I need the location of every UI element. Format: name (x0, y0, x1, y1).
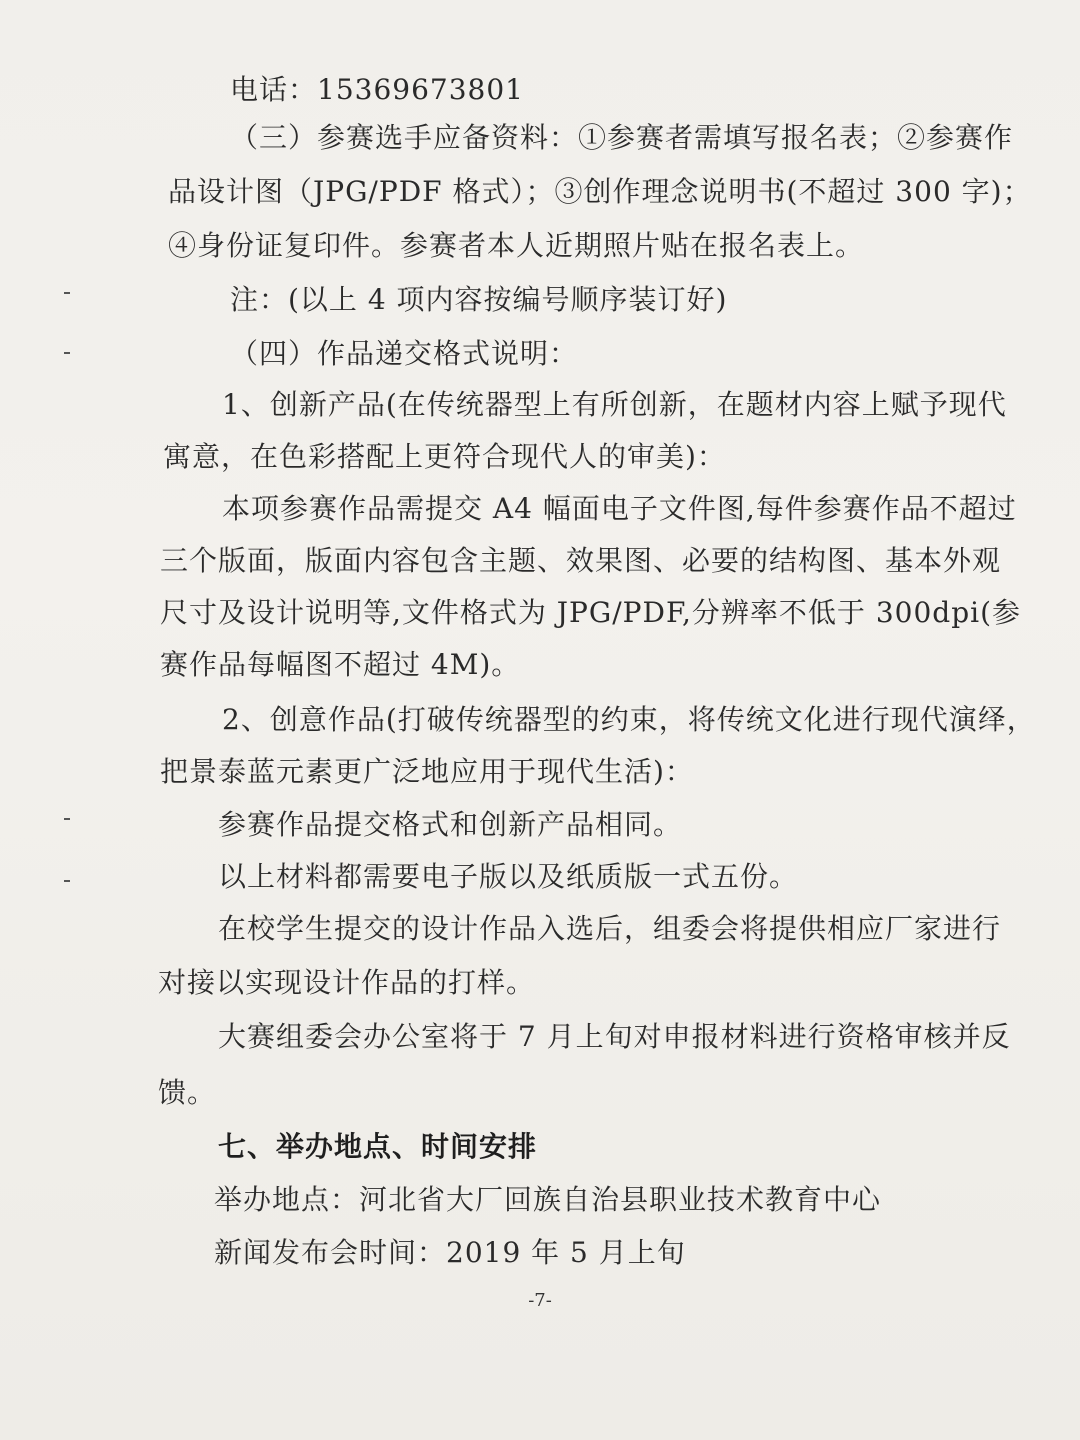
item-1-paragraph: 赛作品每幅图不超过 4M)。 (160, 648, 521, 681)
section-3-line: 品设计图（JPG/PDF 格式）；③创作理念说明书(不超过 300 字)； (168, 175, 1032, 208)
phone-line: 电话：15369673801 (230, 73, 524, 106)
item-2-paragraph: 参赛作品提交格式和创新产品相同。 (218, 808, 683, 841)
section-4-title: （四）作品递交格式说明： (230, 337, 579, 370)
item-1-heading: 1、创新产品(在传统器型上有所创新，在题材内容上赋予现代 (222, 388, 1007, 421)
materials-line: 以上材料都需要电子版以及纸质版一式五份。 (218, 860, 799, 893)
item-2-heading-cont: 把景泰蓝元素更广泛地应用于现代生活)： (160, 755, 694, 788)
press-conference-line: 新闻发布会时间：2019 年 5 月上旬 (214, 1236, 686, 1269)
venue-line: 举办地点：河北省大厂回族自治县职业技术教育中心 (214, 1183, 882, 1216)
margin-mark (64, 880, 70, 882)
section-7-title: 七、举办地点、时间安排 (218, 1130, 538, 1163)
item-1-paragraph: 本项参赛作品需提交 A4 幅面电子文件图,每件参赛作品不超过 (222, 492, 1017, 525)
margin-mark (64, 818, 70, 820)
office-paragraph: 馈。 (158, 1076, 217, 1109)
page-number: -7- (528, 1290, 552, 1311)
section-3-title: （三）参赛选手应备资料：①参赛者需填写报名表；②参赛作 (230, 121, 1014, 154)
school-paragraph: 对接以实现设计作品的打样。 (158, 966, 536, 999)
margin-mark (64, 352, 70, 354)
item-2-heading: 2、创意作品(打破传统器型的约束，将传统文化进行现代演绎， (222, 703, 1036, 736)
school-paragraph: 在校学生提交的设计作品入选后，组委会将提供相应厂家进行 (218, 912, 1002, 945)
note-line: 注：(以上 4 项内容按编号顺序装订好) (230, 283, 728, 316)
section-3-line: ④身份证复印件。参赛者本人近期照片贴在报名表上。 (168, 229, 865, 262)
item-1-heading-cont: 寓意，在色彩搭配上更符合现代人的审美)： (163, 440, 726, 473)
margin-mark (64, 292, 70, 294)
office-paragraph: 大赛组委会办公室将于 7 月上旬对申报材料进行资格审核并反 (218, 1020, 1011, 1053)
item-1-paragraph: 尺寸及设计说明等,文件格式为 JPG/PDF,分辨率不低于 300dpi(参 (160, 596, 1021, 629)
item-1-paragraph: 三个版面，版面内容包含主题、效果图、必要的结构图、基本外观 (160, 544, 1002, 577)
